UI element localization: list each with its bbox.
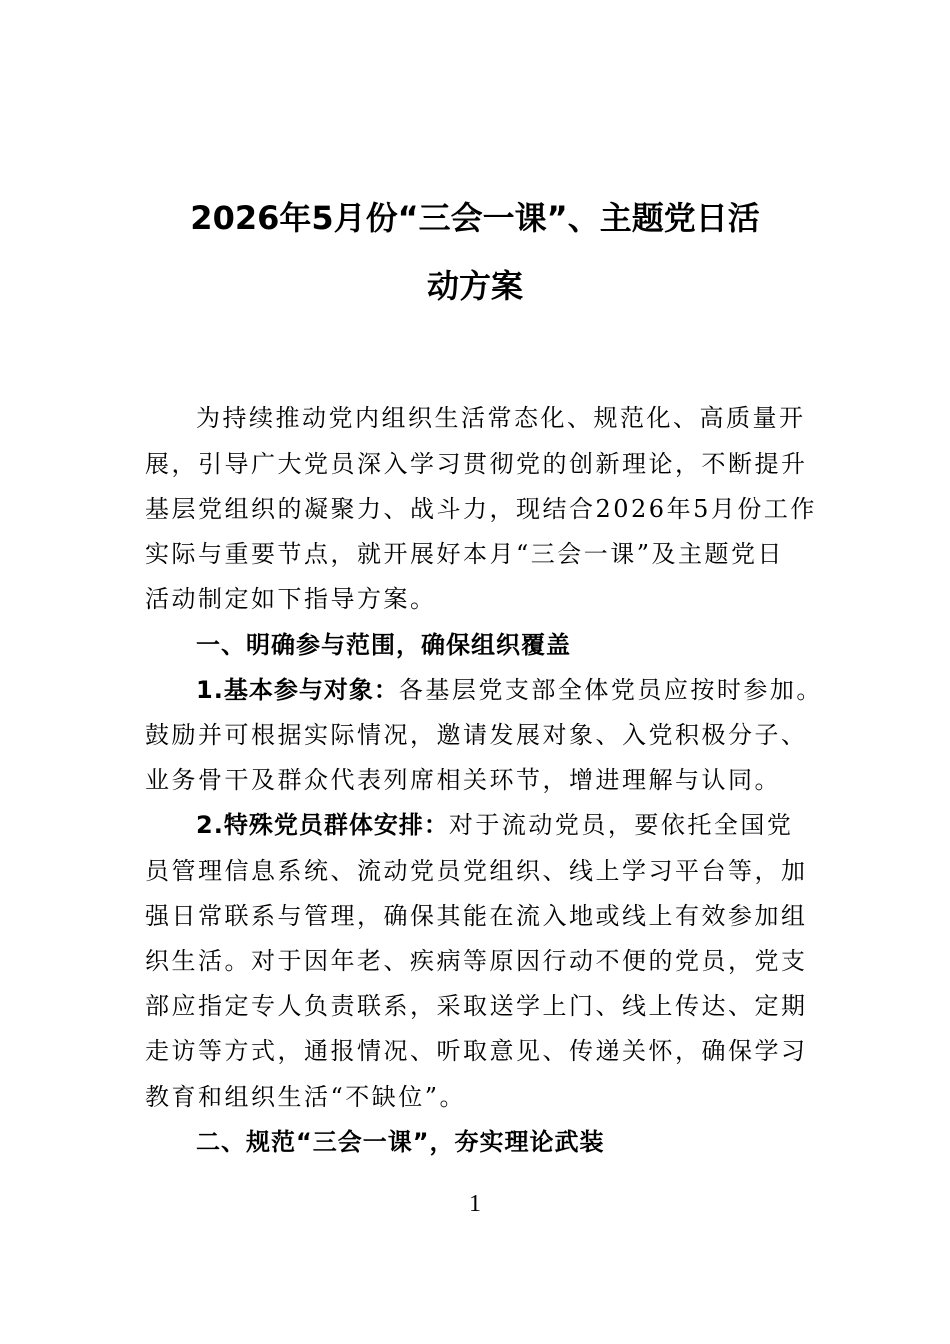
item-2-line: 部应指定专人负责联系，采取送学上门、线上传达、定期: [145, 992, 808, 1020]
item-2-line: 教育和组织生活“不缺位”。: [145, 1083, 467, 1111]
item-2-line: 走访等方式，通报情况、听取意见、传递关怀，确保学习: [145, 1037, 808, 1065]
item-1-lead: 1.基本参与对象：: [196, 676, 399, 704]
item-2-line: 员管理信息系统、流动党员党组织、线上学习平台等，加: [145, 857, 808, 885]
intro-paragraph-line: 为持续推动党内组织生活常态化、规范化、高质量开: [196, 404, 806, 432]
intro-paragraph-line: 实际与重要节点，就开展好本月“三会一课”及主题党日: [145, 540, 785, 568]
item-2-lead: 2.特殊党员群体安排：: [196, 811, 449, 839]
section-heading-2: 二、规范“三会一课”，夯实理论武装: [196, 1128, 605, 1156]
item-1-line: 鼓励并可根据实际情况，邀请发展对象、入党积极分子、: [145, 721, 808, 749]
item-1-text: 各基层党支部全体党员应按时参加。: [398, 676, 823, 704]
intro-paragraph-line: 展，引导广大党员深入学习贯彻党的创新理论，不断提升: [145, 450, 808, 478]
item-2-first-line: [196, 810, 806, 840]
intro-paragraph-line: 基层党组织的凝聚力、战斗力，现结合2026年5月份工作: [145, 495, 817, 523]
item-1-line: 业务骨干及群众代表列席相关环节，增进理解与认同。: [145, 766, 781, 794]
item-1-first-line: [196, 675, 823, 705]
document-title-line-1: 2026年5月份“三会一课”、主题党日活: [190, 199, 760, 237]
intro-paragraph-line: 活动制定如下指导方案。: [145, 585, 437, 613]
section-heading-1: 一、明确参与范围，确保组织覆盖: [196, 631, 571, 659]
item-2-line: 织生活。对于因年老、疾病等原因行动不便的党员，党支: [145, 947, 808, 975]
document-title-line-2: 动方案: [426, 267, 523, 305]
page-number: 1: [469, 1191, 481, 1217]
item-2-text: 对于流动党员，要依托全国党: [448, 811, 794, 839]
item-2-line: 强日常联系与管理，确保其能在流入地或线上有效参加组: [145, 902, 808, 930]
